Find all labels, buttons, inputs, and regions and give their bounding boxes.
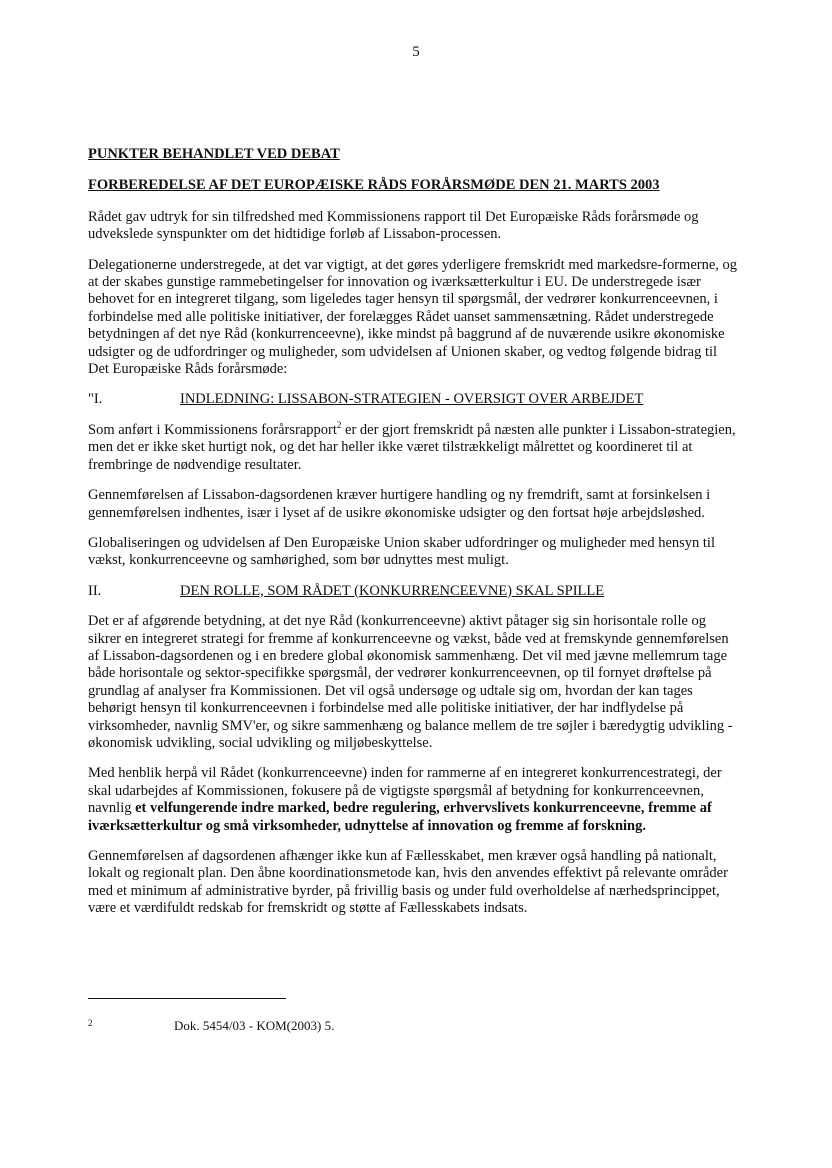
- footnote-mark: 2: [88, 1018, 93, 1028]
- paragraph-3-text-b: er der gjort fremskridt på næsten alle punkter i Lissabon-strategien, men det er ikke sket hurtigt nok, og det har heller ikke været tilstrækkeligt målrettet og koordineret til at frembringe de nødvendige resultater.: [88, 421, 736, 473]
- paragraph-2: Delegationerne understregede, at det var vigtigt, at det gøres yderligere fremskridt med markedsre-formerne, og at der skabes gunstige rammebetingelser for innovation og iværksætterkultur i EU. De understregede især behovet for en integreret tilgang, som ligeledes tager hensyn til spørgsmål, der vedrører konkurrenceevnen, i forbindelse med alle politiske initiativer, der forelægges Rådet uanset sammensætning. Rådet understregede betydningen af det nye Råd (konkurrenceevne), ikke mindst på baggrund af de nuværende usikre økonomiske udsigter og de udfordringer og muligheder, som udvidelsen af Unionen skaber, og vedtog følgende bidrag til Det Europæiske Råds forårsmøde:: [88, 256, 738, 378]
- section-number: "I.: [88, 391, 103, 408]
- paragraph-7-bold-text: et velfungerende indre marked, bedre regulering, erhvervslivets konkurrenceevne, fremme af iværksætterkultur og små virksomheder, udnyttelse af innovation og fremme af forskning.: [88, 800, 712, 834]
- footnote: [88, 1018, 334, 1034]
- paragraph-5: Globaliseringen og udvidelsen af Den Europæiske Union skaber udfordringer og muligheder med hensyn til vækst, konkurrenceevne og samhørighed, som bør udnyttes mest muligt.: [88, 534, 715, 569]
- paragraph-6: Det er af afgørende betydning, at det nye Råd (konkurrenceevne) aktivt påtager sig sin horisontale rolle og sikrer en integreret strategi for fremme af konkurrenceevne og vækst, både ved at fremskynde gennemførelsen af Lissabon-dagsordenen og i en bredere global økonomisk sammenhæng. Det vil med jævne mellemrum tage både horisontale og sektor-specifikke spørgsmål, der vedrører konkurrenceevnen, op til fornyet drøftelse på grundlag af analyser fra Kommissionen. Det vil også undersøge og udtale sig om, hvordan der kan tages behørigt hensyn til konkurrenceevnen i forbindelse med alle politiske initiativer, der har indflydelse på virksomheder, navnlig SMV'er, og sikre sammenhæng og balance mellem de tre søjler i bæredygtig udvikling - økonomisk udvikling, social udvikling og miljøbeskyttelse.: [88, 613, 733, 751]
- footnote-divider: [88, 998, 286, 999]
- paragraph-3-text-a: Som anført i Kommissionens forårsrapport: [88, 421, 337, 438]
- paragraph-8: Gennemførelsen af dagsordenen afhænger ikke kun af Fællesskabet, men kræver også handling på nationalt, lokalt og regionalt plan. Den åbne koordinationsmetode kan, hvis den anvendes effektivt på relevante områder med et minimum af administrative byrder, på frivillig basis og under fuld overholdelse af nærhedsprincippet, være et værdifuldt redskab for fremskridt og støtte af Fællesskabets indsats.: [88, 848, 728, 917]
- paragraph-3: [88, 422, 738, 474]
- paragraph-1: Rådet gav udtryk for sin tilfredshed med Kommissionens rapport til Det Europæiske Råds forårsmøde og udvekslede synspunkter om det hidtidige forløb af Lissabon-processen.: [88, 208, 699, 243]
- section-heading-2: [88, 583, 738, 600]
- section-title: DEN ROLLE, SOM RÅDET (KONKURRENCEEVNE) SKAL SPILLE: [180, 582, 605, 599]
- heading-points-debated: PUNKTER BEHANDLET VED DEBAT: [88, 146, 340, 162]
- paragraph-7-text: Med henblik herpå vil Rådet (konkurrenceevne) inden for rammerne af en integreret konkurrencestrategi, der skal udarbejdes af Kommissionen, fokusere på de vigtigste spørgsmål af betydning for konkurrenceevnen, navnlig: [88, 765, 722, 817]
- document-body: [88, 146, 738, 931]
- paragraph-7: [88, 765, 738, 835]
- heading-spring-meeting: FORBEREDELSE AF DET EUROPÆISKE RÅDS FORÅRSMØDE DEN 21. MARTS 2003: [88, 177, 660, 194]
- paragraph-4: Gennemførelsen af Lissabon-dagsordenen kræver hurtigere handling og ny fremdrift, samt at forsinkelsen i gennemførelsen indhentes, især i lyset af de usikre økonomiske udsigter og den fortsat høje arbejdsløshed.: [88, 487, 711, 521]
- footnote-text: Dok. 5454/03 - KOM(2003) 5.: [174, 1018, 335, 1033]
- page-number: 5: [412, 44, 420, 60]
- section-title: INDLEDNING: LISSABON-STRATEGIEN - OVERSIGT OVER ARBEJDET: [180, 391, 644, 408]
- footnote-reference: 2: [336, 420, 342, 431]
- section-heading-1: [88, 391, 738, 408]
- section-number: II.: [88, 582, 102, 599]
